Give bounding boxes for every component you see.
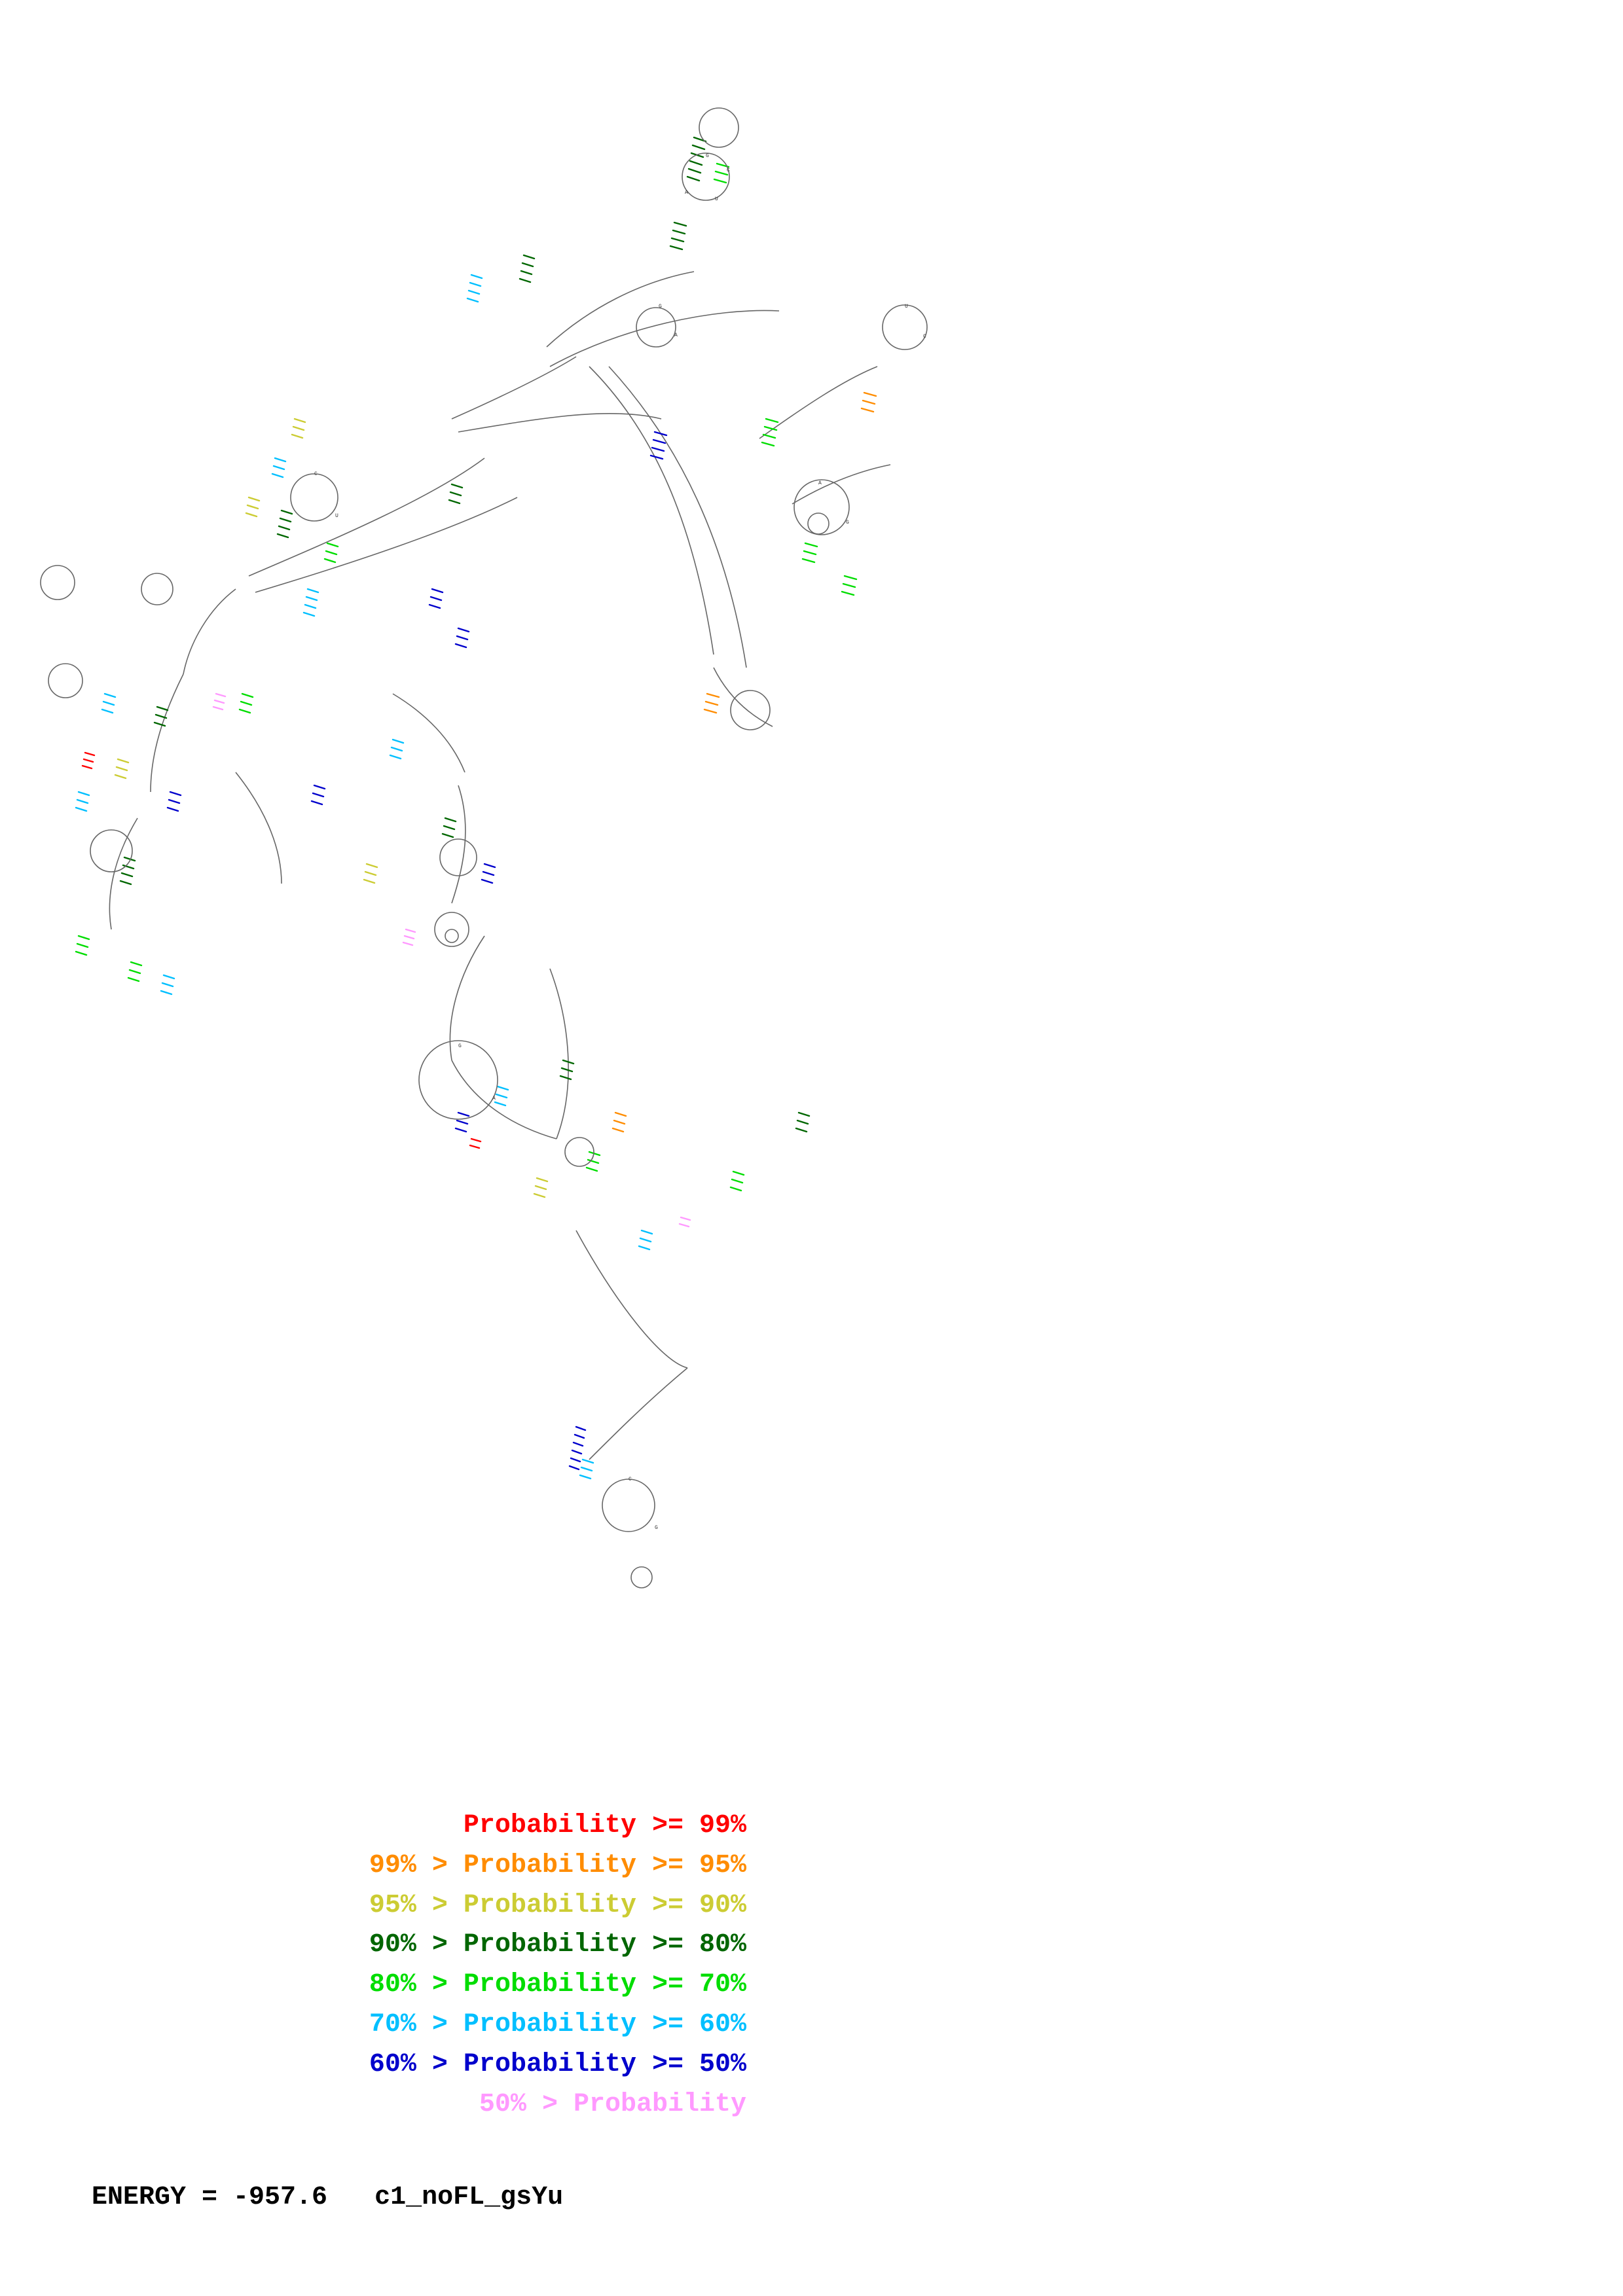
legend-row: 50% > Probability: [479, 2089, 746, 2119]
svg-text:G: G: [846, 520, 849, 526]
nucleotide-labels: [314, 153, 926, 1531]
svg-text:U: U: [905, 304, 908, 310]
probability-legend: [92, 1806, 812, 2125]
energy-and-name-label: ENERGY = -957.6 c1_noFL_gsYu: [92, 2183, 564, 2212]
svg-text:U: U: [715, 196, 718, 202]
svg-text:C: C: [727, 168, 730, 173]
legend-row: 90% > Probability >= 80%: [369, 1930, 746, 1960]
svg-text:C: C: [923, 334, 926, 340]
legend-row: 95% > Probability >= 90%: [369, 1890, 746, 1920]
svg-text:A: A: [818, 480, 822, 486]
svg-text:C: C: [629, 1477, 632, 1482]
svg-text:G: G: [659, 304, 662, 310]
legend-row: 99% > Probability >= 95%: [369, 1850, 746, 1880]
svg-text:G: G: [458, 1043, 462, 1049]
svg-text:C: C: [314, 471, 318, 477]
svg-text:A: A: [685, 190, 688, 196]
loop-circles: [41, 108, 927, 1588]
svg-text:U: U: [335, 513, 338, 519]
legend-row: Probability >= 99%: [463, 1811, 746, 1840]
svg-text:G: G: [655, 1525, 658, 1531]
svg-text:A: A: [492, 1096, 496, 1102]
svg-text:G: G: [706, 153, 709, 159]
backbone-lines: [109, 272, 890, 1460]
legend-row: 60% > Probability >= 50%: [369, 2049, 746, 2079]
legend-row: 70% > Probability >= 60%: [369, 2009, 746, 2039]
helix-basepairs: [76, 137, 876, 1479]
svg-text:A: A: [674, 332, 678, 338]
legend-row: 80% > Probability >= 70%: [369, 1970, 746, 2000]
